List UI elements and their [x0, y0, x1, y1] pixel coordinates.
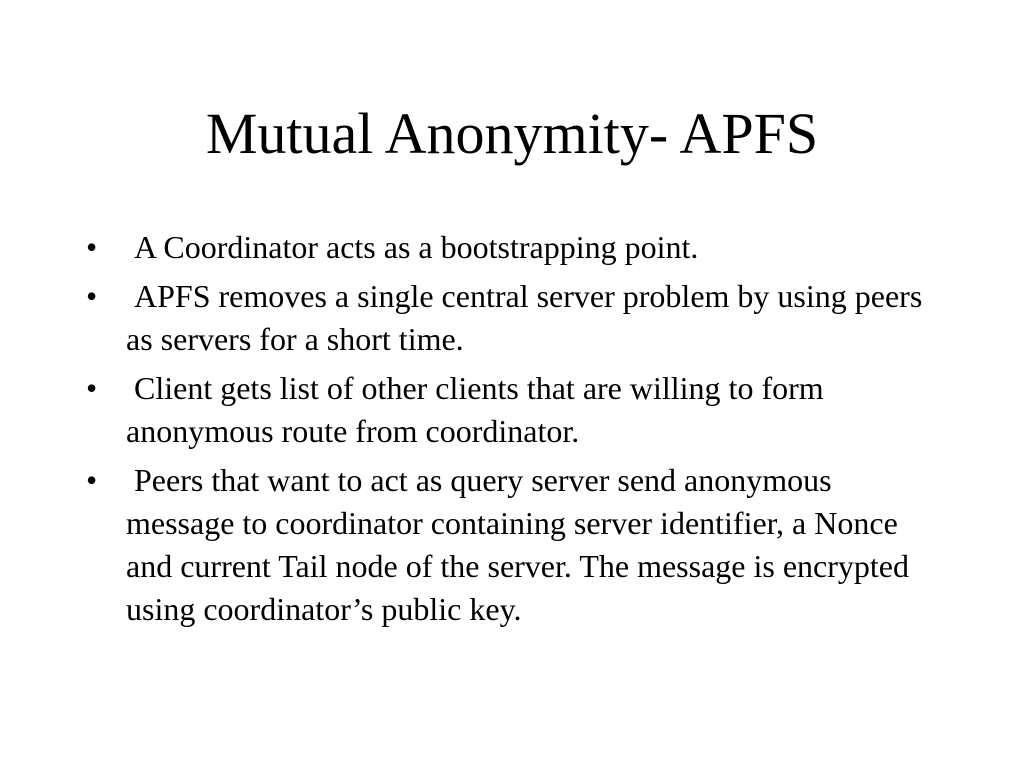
- bullet-item: [86, 226, 946, 269]
- bullet-icon: •: [86, 370, 98, 406]
- bullet-text: APFS removes a single central server problem by using peers as servers for a short time.: [126, 278, 931, 357]
- bullet-text: A Coordinator acts as a bootstrapping point.: [126, 229, 699, 265]
- bullet-icon: •: [86, 462, 98, 498]
- bullet-list: [86, 226, 946, 637]
- slide-title: Mutual Anonymity- APFS: [205, 101, 819, 166]
- bullet-text: Client gets list of other clients that are willing to form anonymous route from coordinator.: [126, 370, 832, 449]
- bullet-icon: •: [86, 278, 98, 314]
- bullet-item: [86, 275, 946, 361]
- bullet-text: Peers that want to act as query server send anonymous message to coordinator containing server identifier, a Nonce and current Tail node of the server. The message is encrypted using coordinator’s public key.: [126, 462, 917, 627]
- bullet-item: [86, 459, 946, 631]
- bullet-item: [86, 367, 946, 453]
- bullet-icon: •: [86, 229, 98, 265]
